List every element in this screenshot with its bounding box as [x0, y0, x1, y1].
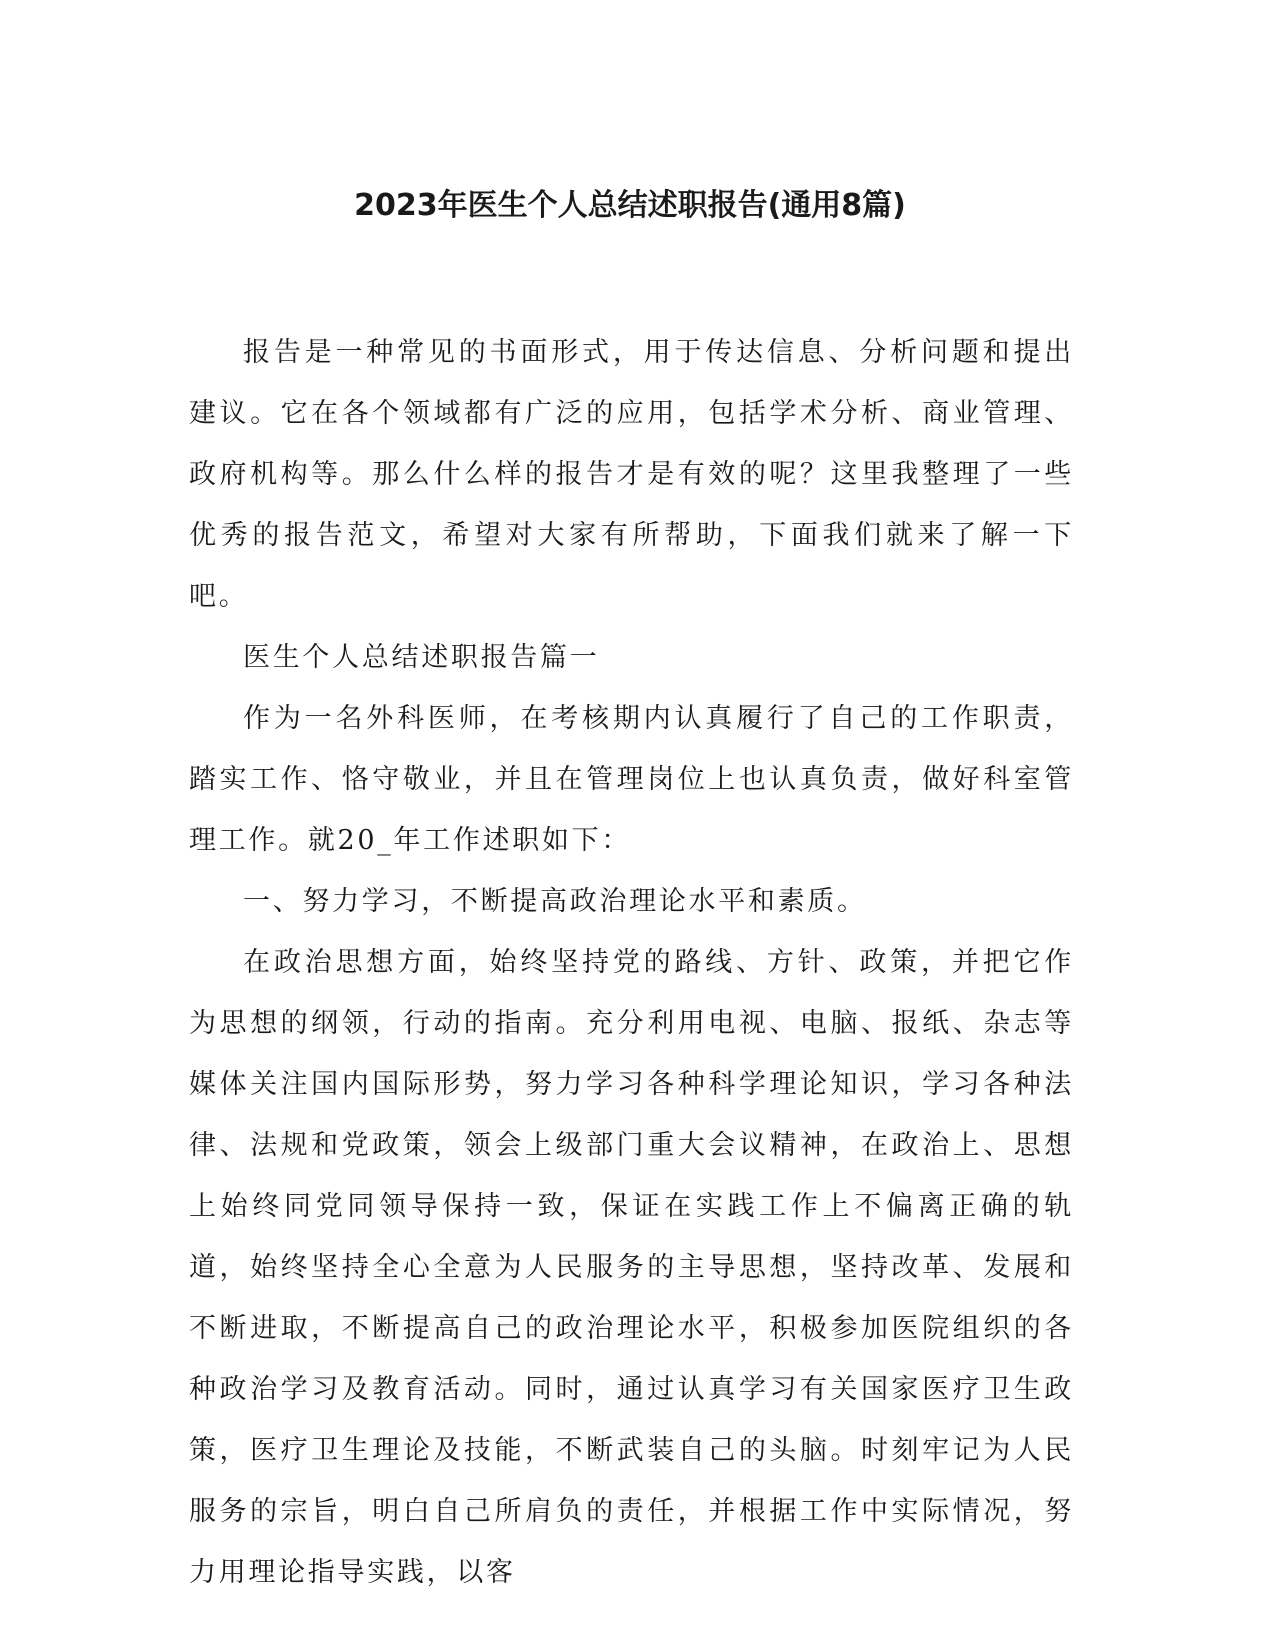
intro-paragraph: 报告是一种常见的书面形式，用于传达信息、分析问题和提出建议。它在各个领域都有广泛的应用，包括学术分析、商业管理、政府机构等。那么什么样的报告才是有效的呢？这里我整理了一些优秀的报告范文，希望对大家有所帮助，下面我们就来了解一下吧。 — [189, 337, 1074, 612]
body-paragraph: 在政治思想方面，始终坚持党的路线、方针、政策，并把它作为思想的纲领，行动的指南。充分利用电视、电脑、报纸、杂志等媒体关注国内国际形势，努力学习各种科学理论知识，学习各种法律、法规和党政策，领会上级部门重大会议精神，在政治上、思想上始终同党同领导保持一致，保证在实践工作上不偏离正确的轨道，始终坚持全心全意为人民服务的主导思想，坚持改革、发展和不断进取，不断提高自己的政治理论水平，积极参加医院组织的各种政治学习及教育活动。同时，通过认真学习有关国家医疗卫生政策，医疗卫生理论及技能，不断武装自己的头脑。时刻牢记为人民服务的宗旨，明白自己所肩负的责任，并根据工作中实际情况，努力用理论指导实践，以客 — [189, 947, 1074, 1588]
subsection-heading: 一、努力学习，不断提高政治理论水平和素质。 — [243, 886, 867, 917]
section-heading: 医生个人总结述职报告篇一 — [243, 642, 600, 673]
document-body — [189, 322, 1074, 1603]
body-paragraph: 作为一名外科医师，在考核期内认真履行了自己的工作职责，踏实工作、恪守敬业，并且在管理岗位上也认真负责，做好科室管理工作。就20_年工作述职如下： — [189, 703, 1074, 856]
document-title: 2023年医生个人总结述职报告(通用8篇) — [354, 188, 906, 223]
